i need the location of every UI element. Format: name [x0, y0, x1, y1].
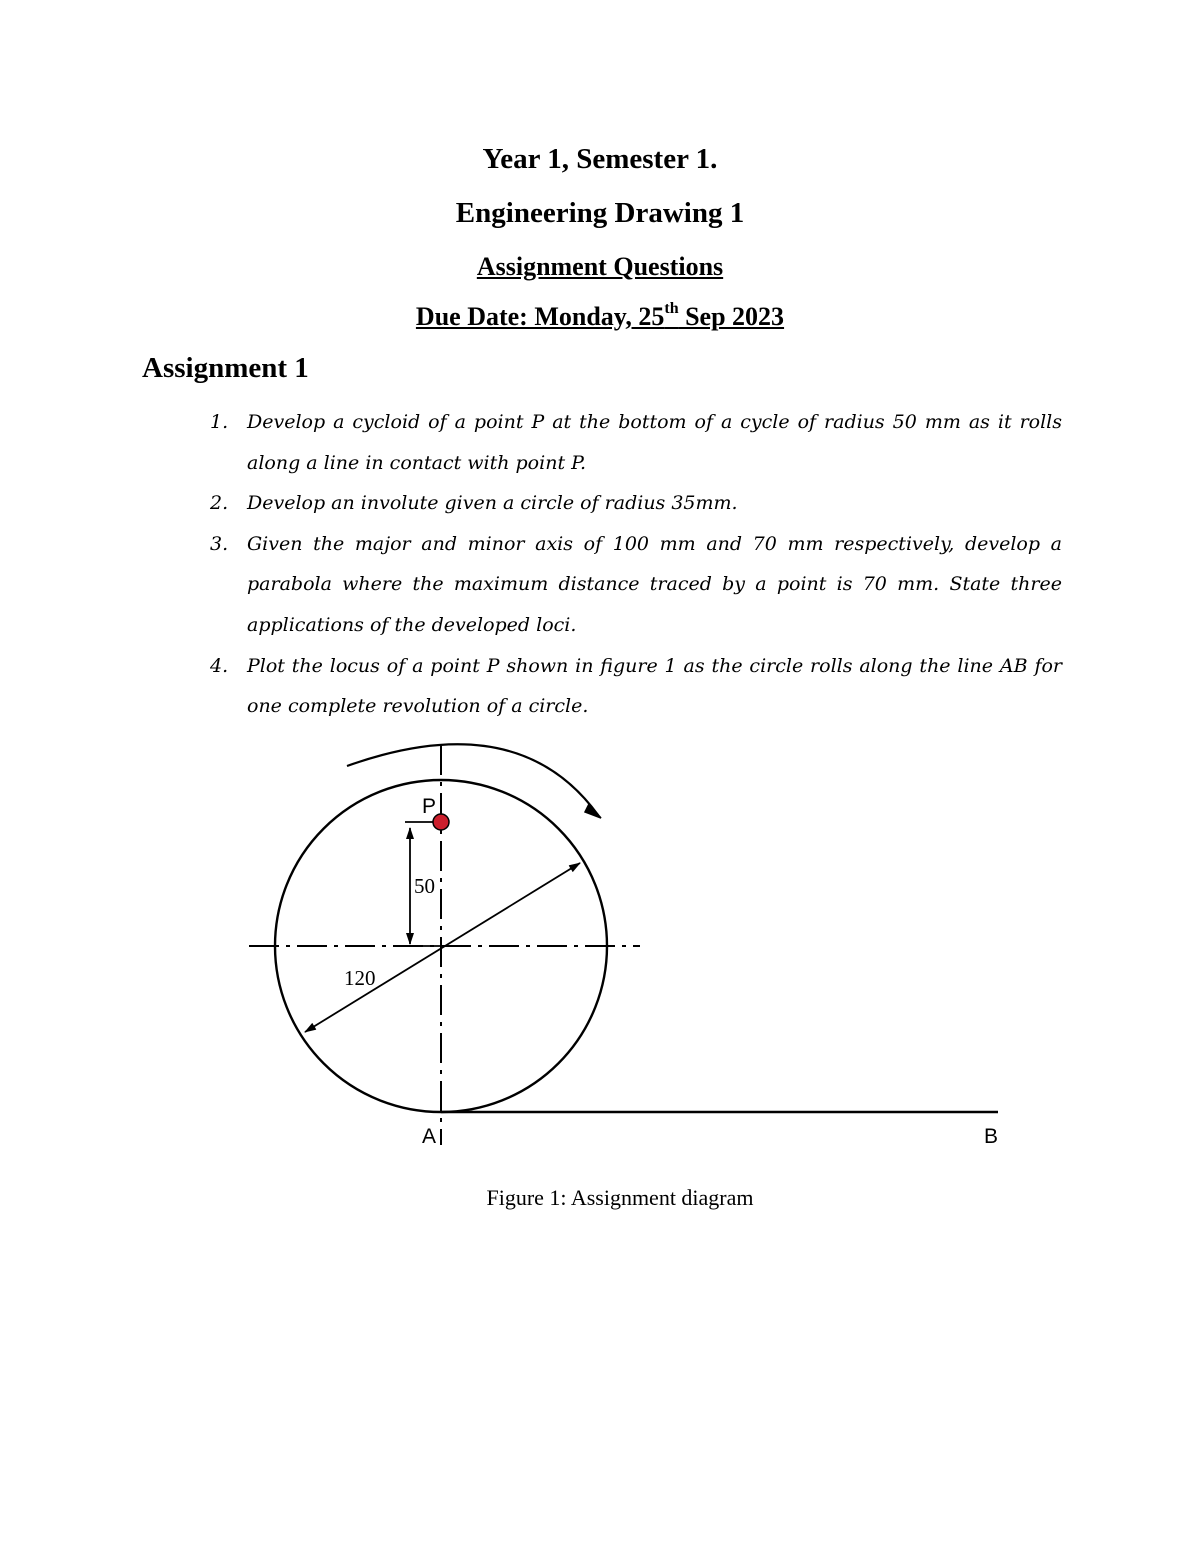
question-text: Develop an involute given a circle of radius 35mm.: [247, 492, 738, 515]
due-date-suffix: Sep 2023: [678, 302, 785, 331]
label-p: P: [422, 795, 437, 818]
question-number: 3.: [210, 532, 229, 555]
question-number: 4.: [210, 654, 229, 677]
figure-caption: Figure 1: Assignment diagram: [486, 1185, 754, 1210]
course-year-title: Year 1, Semester 1.: [482, 143, 718, 175]
course-name-title: Engineering Drawing 1: [455, 197, 745, 229]
question-number: 2.: [210, 492, 229, 515]
question-text: Develop a cycloid of a point P at the bottom of a cycle of radius 50 mm as it rolls along a line in contact with point P.: [247, 411, 1062, 474]
due-date-prefix: Due Date: Monday, 25: [415, 302, 665, 331]
dimension-120-label: 120: [344, 966, 376, 990]
question-number: 1.: [210, 411, 229, 433]
section-heading: Assignment 1: [142, 352, 309, 384]
dimension-120-line: [305, 863, 580, 1032]
dimension-50-label: 50: [414, 874, 435, 898]
label-b: B: [984, 1125, 999, 1148]
assignment-questions-heading: Assignment Questions: [476, 252, 724, 281]
rotation-arc: [347, 744, 598, 815]
question-text: Given the major and minor axis of 100 mm and 70 mm respectively, develop a parabola where the maximum distance traced by a point is 70 mm. State three applications of the developed loci.: [247, 532, 1062, 636]
question-text: Plot the locus of a point P shown in figure 1 as the circle rolls along the line AB for one complete revolution of a circle.: [247, 654, 1062, 718]
rotation-arrowhead: [585, 804, 601, 818]
label-a: A: [422, 1125, 437, 1148]
due-date-ordinal: th: [664, 300, 679, 318]
